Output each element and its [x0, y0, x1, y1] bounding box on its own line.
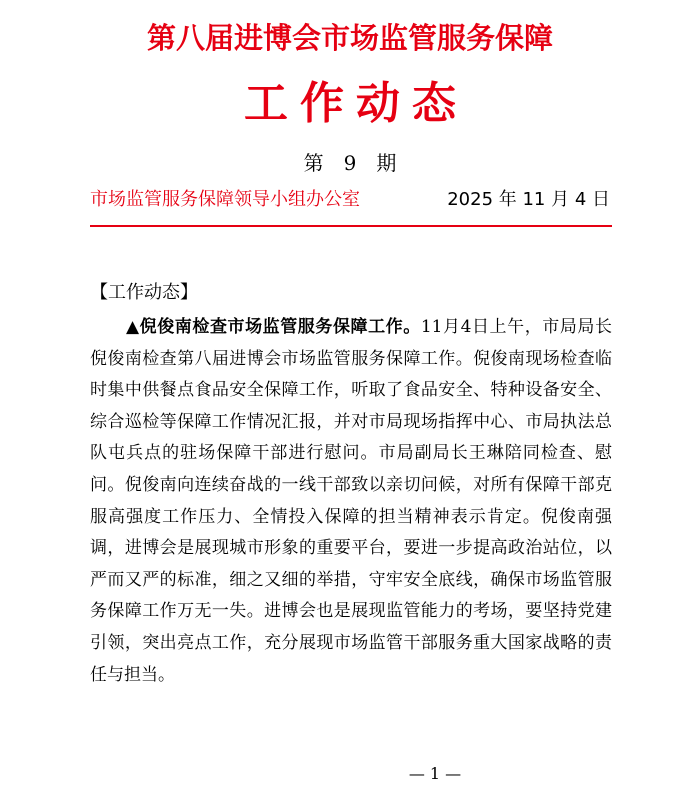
section-heading: 【工作动态】 [90, 282, 198, 303]
bulletin-title: 工作动态 [244, 78, 468, 129]
article-body: 11月4日上午，市局局长倪俊南检查第八届进博会市场监管服务保障工作。倪俊南现场检查临时集中供餐点食品安全保障工作，听取了食品安全、特种设备安全、综合巡检等保障工作情况汇报，并对市局现场指挥中心、市局执法总队屯兵点的驻场保障干部进行慰问。市局副局长王琳陪同检查、慰问。倪俊南向连续奋战的一线干部致以亲切问候，对所有保障干部克服高强度工作压力、全情投入保障的担当精神表示肯定。倪俊南强调，进博会是展现城市形象的重要平台，要进一步提高政治站位，以严而又严的标准，细之又细的举措，守牢安全底线，确保市场监管服务保障工作万无一失。进博会也是展现监管能力的考场，要坚持党建引领，突出亮点工作，充分展现市场监管干部服务重大国家战略的责任与担当。 [90, 317, 612, 685]
page-number: — 1 — [408, 764, 462, 783]
article-paragraph [90, 312, 612, 691]
issue-number: 第 9 期 [303, 151, 397, 175]
issue-date: 2025 年 11 月 4 日 [447, 189, 610, 210]
issuing-office: 市场监管服务保障领导小组办公室 [90, 189, 360, 210]
article-lead: ▲倪俊南检查市场监管服务保障工作。 [126, 317, 421, 337]
red-divider-line [90, 225, 612, 227]
bulletin-supertitle: 第八届进博会市场监管服务保障 [146, 21, 553, 55]
